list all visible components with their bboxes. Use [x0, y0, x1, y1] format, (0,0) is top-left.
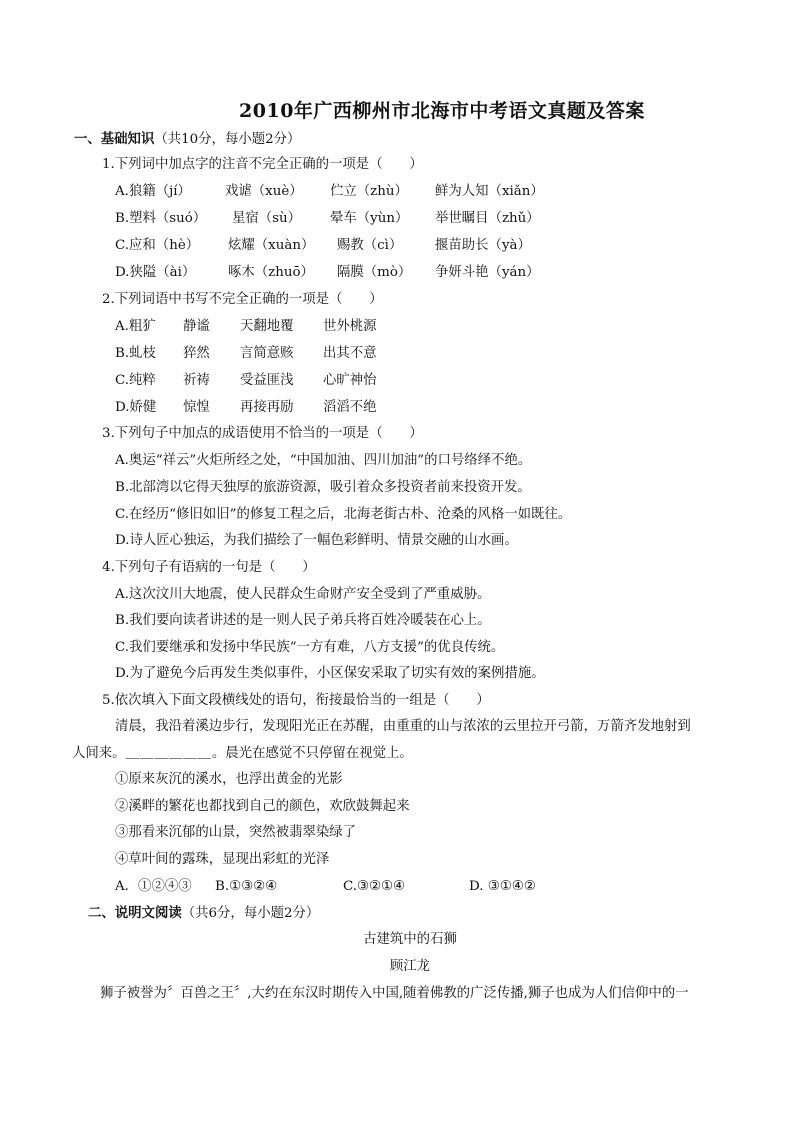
option-term: C.纯粹: [115, 373, 156, 388]
page-title: 2010年广西柳州市北海市中考语文真题及答案: [239, 100, 645, 122]
option-term: D.狭隘（ài）: [115, 265, 196, 280]
question-2-stem: 2.下列词语中书写不完全正确的一项是（ ）: [102, 292, 383, 307]
section-heading-note: （共6分，每小题2分）: [181, 906, 320, 921]
question-5-passage-line-1: 清晨，我沿着溪边步行，发现阳光正在苏醒，由重重的山与浓浓的云里拉开弓箭，万箭齐发地射到: [115, 719, 691, 734]
option-term: 世外桃源: [323, 319, 377, 334]
passage-tail: 。晨光在感觉不只停留在视觉上。: [211, 746, 413, 761]
option-term: A.狼籍（jí）: [115, 184, 191, 199]
option-term: 啄木（zhuō）: [228, 265, 314, 280]
article-title: 古建筑中的石狮: [363, 932, 457, 947]
section-heading-basics: [74, 130, 300, 149]
option-term: 揠苗助长（yà）: [435, 238, 531, 253]
option-term: B.塑料（suó）: [115, 211, 207, 226]
section-heading-label: 二、说明文阅读: [88, 905, 182, 921]
option-term: 出其不意: [323, 346, 377, 361]
question-4-option-c: C.我们要继承和发扬中华民族“一方有难，八方支援”的优良传统。: [115, 640, 505, 655]
option-term: 静谧: [183, 319, 210, 334]
choice-b: B.①③②④: [215, 879, 278, 894]
option-term: 受益匪浅: [240, 373, 294, 388]
question-3-option-d: D.诗人匠心独运，为我们描绘了一幅色彩鲜明、情景交融的山水画。: [115, 533, 518, 548]
option-term: 惊惶: [183, 400, 210, 415]
option-term: 赐教（cì）: [337, 238, 403, 253]
question-5-item-4: ④草叶间的露珠，显现出彩虹的光泽: [115, 852, 330, 867]
option-term: 言简意赅: [240, 346, 294, 361]
section-heading-reading: [88, 904, 319, 923]
question-3-stem: 3.下列句子中加点的成语使用不恰当的一项是（ ）: [102, 426, 423, 441]
question-3-option-b: B.北部湾以它得天独厚的旅游资源，吸引着众多投资者前来投资开发。: [115, 480, 531, 495]
choice-d: D. ③①④②: [469, 879, 536, 894]
choice-c: C.③②①④: [343, 879, 406, 894]
question-3-option-a: A.奥运“祥云”火炬所经之处，“中国加油、四川加油”的口号络绎不绝。: [115, 453, 532, 468]
option-term: 天翻地覆: [240, 319, 294, 334]
option-term: 晕车（yùn）: [330, 211, 409, 226]
option-term: 鲜为人知（xiǎn）: [435, 184, 544, 199]
question-5-item-2: ②溪畔的繁花也都找到自己的颜色，欢欣鼓舞起来: [115, 799, 410, 814]
question-4-stem: 4.下列句子有语病的一句是（ ）: [102, 560, 316, 575]
option-term: 心旷神怡: [323, 373, 377, 388]
option-term: 滔滔不绝: [323, 400, 377, 415]
question-4-option-d: D.为了避免今后再发生类似事件，小区保安采取了切实有效的案例措施。: [115, 666, 545, 681]
option-term: 祈祷: [183, 373, 210, 388]
option-term: D.娇健: [115, 400, 157, 415]
question-5-stem: 5.依次填入下面文段横线处的语句，衔接最恰当的一组是（ ）: [102, 693, 490, 708]
question-5-item-1: ①原来灰沉的溪水，也浮出黄金的光影: [115, 772, 343, 787]
option-term: 戏谑（xuè）: [225, 184, 303, 199]
article-author: 顾江龙: [389, 959, 431, 974]
question-1-stem: 1.下列词中加点字的注音不完全正确的一项是（ ）: [102, 157, 423, 172]
question-5-item-3: ③那看来沉郁的山景，突然被翡翠染绿了: [115, 825, 357, 840]
section-heading-note: （共10分，每小题2分）: [154, 132, 301, 147]
option-term: C.应和（hè）: [115, 238, 200, 253]
option-term: 争妍斗艳（yán）: [435, 265, 540, 280]
article-first-line: 狮子被誉为〞百兽之王〞,大约在东汉时期传入中国,随着佛教的广泛传播,狮子也成为人们信仰中的一: [100, 986, 689, 1001]
option-term: 星宿（sù）: [232, 211, 302, 226]
option-term: B.虬枝: [115, 346, 156, 361]
question-5-passage-line-2: [72, 745, 413, 763]
option-term: 炫耀（xuàn）: [228, 238, 315, 253]
question-4-option-a: A.这次汶川大地震，使人民群众生命财产安全受到了严重威胁。: [115, 587, 491, 602]
fill-blank: ＿＿＿＿＿＿: [125, 746, 212, 761]
option-term: 再接再励: [240, 400, 294, 415]
option-term: 猝然: [183, 346, 210, 361]
passage-lead: 人间来。: [72, 746, 126, 761]
option-term: 隔膜（mò）: [337, 265, 412, 280]
section-heading-label: 一、基础知识: [74, 131, 155, 147]
option-term: 伫立（zhù）: [330, 184, 408, 199]
question-4-option-b: B.我们要向读者讲述的是一则人民子弟兵将百姓冷暖装在心上。: [115, 613, 491, 628]
option-term: A.粗犷: [115, 319, 156, 334]
option-term: 举世瞩目（zhǔ）: [435, 211, 540, 226]
question-3-option-c: C.在经历“修旧如旧”的修复工程之后，北海老街古朴、沧桑的风格一如既往。: [115, 507, 572, 522]
choice-a: A．①②④③: [115, 879, 192, 894]
